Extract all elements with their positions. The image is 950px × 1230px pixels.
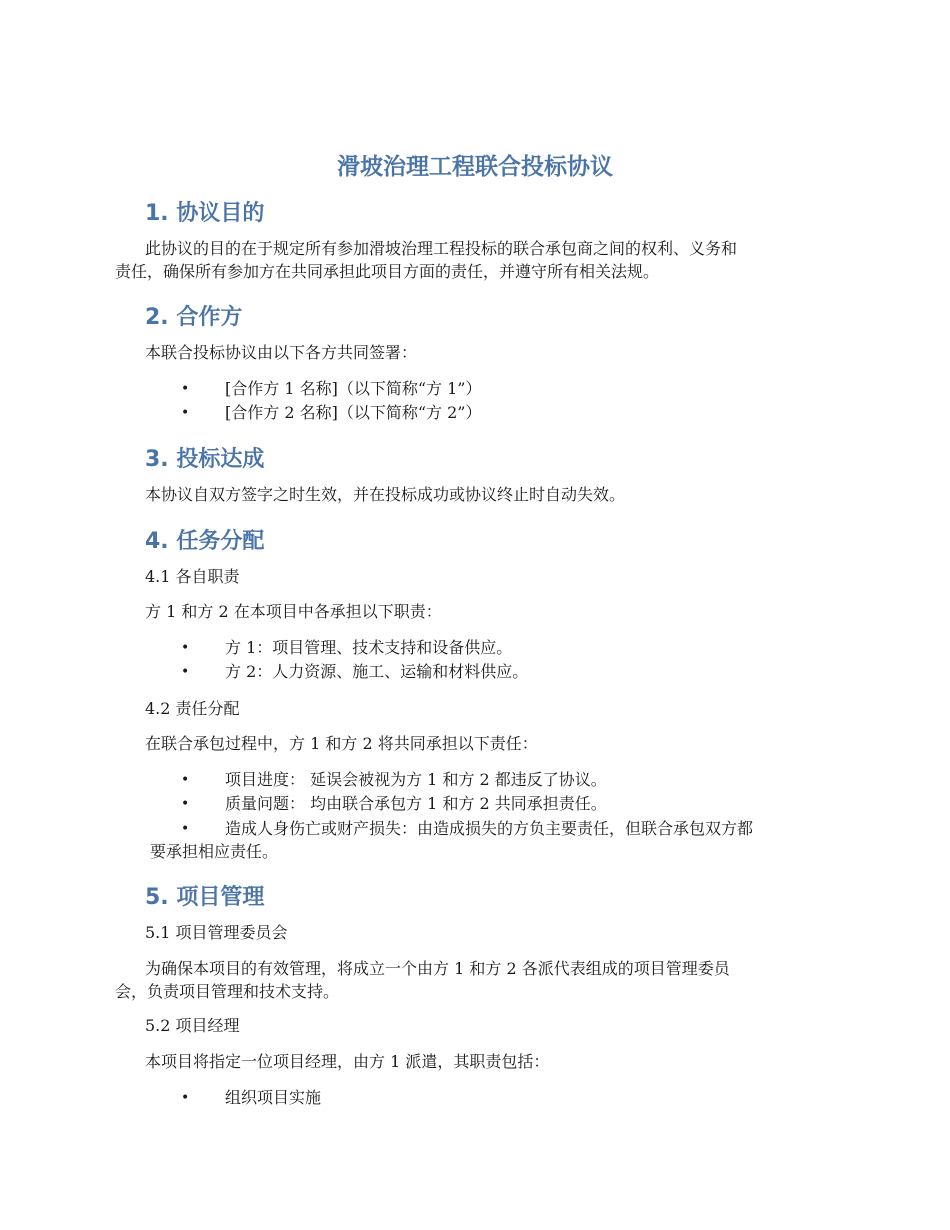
subsection-5-1-title: 5.1 项目管理委员会 — [145, 923, 288, 942]
document-title: 滑坡治理工程联合投标协议 — [337, 154, 613, 180]
list-item-injury-loss: 造成人身伤亡或财产损失：由造成损失的方负主要责任，但联合承包双方都 — [225, 819, 754, 838]
subsection-5-1-paragraph-line-2: 会，负责项目管理和技术支持。 — [115, 982, 340, 1001]
list-bullet: • — [181, 664, 190, 680]
subsection-4-1-title: 4.1 各自职责 — [145, 567, 240, 586]
subsection-5-2-title: 5.2 项目经理 — [145, 1016, 240, 1035]
list-item-injury-loss-continued: 要承担相应责任。 — [150, 842, 279, 861]
list-item-party-1: [合作方 1 名称]（以下简称“方 1”） — [225, 379, 482, 398]
subsection-4-1-intro: 方 1 和方 2 在本项目中各承担以下职责： — [145, 602, 442, 621]
section-1-paragraph-line-2: 责任，确保所有参加方在共同承担此项目方面的责任，并遵守所有相关法规。 — [115, 262, 660, 281]
subsection-4-2-title: 4.2 责任分配 — [145, 699, 240, 718]
list-item-duty-party-2: 方 2：人力资源、施工、运输和材料供应。 — [225, 662, 529, 681]
section-1-heading: 1. 协议目的 — [145, 201, 265, 226]
section-1-paragraph-line-1: 此协议的目的在于规定所有参加滑坡治理工程投标的联合承包商之间的权利、义务和 — [145, 239, 738, 258]
subsection-4-2-intro: 在联合承包过程中，方 1 和方 2 将共同承担以下责任： — [145, 734, 538, 753]
list-item-organize-implementation: 组织项目实施 — [225, 1088, 322, 1107]
list-item-schedule: 项目进度： 延误会被视为方 1 和方 2 都违反了协议。 — [225, 770, 607, 789]
list-bullet: • — [181, 821, 190, 837]
list-bullet: • — [181, 1090, 190, 1106]
section-3-paragraph: 本协议自双方签字之时生效，并在投标成功或协议终止时自动失效。 — [145, 485, 626, 504]
list-bullet: • — [181, 640, 190, 656]
section-2-heading: 2. 合作方 — [145, 305, 243, 330]
subsection-5-1-paragraph-line-1: 为确保本项目的有效管理，将成立一个由方 1 和方 2 各派代表组成的项目管理委员 — [145, 959, 730, 978]
list-item-duty-party-1: 方 1：项目管理、技术支持和设备供应。 — [225, 638, 513, 657]
section-5-heading: 5. 项目管理 — [145, 885, 265, 910]
list-item-quality: 质量问题： 均由联合承包方 1 和方 2 共同承担责任。 — [225, 794, 607, 813]
list-bullet: • — [181, 381, 190, 397]
list-bullet: • — [181, 405, 190, 421]
section-4-heading: 4. 任务分配 — [145, 529, 265, 554]
section-3-heading: 3. 投标达成 — [145, 447, 265, 472]
list-bullet: • — [181, 772, 190, 788]
list-bullet: • — [181, 796, 190, 812]
list-item-party-2: [合作方 2 名称]（以下简称“方 2”） — [225, 403, 482, 422]
section-2-intro: 本联合投标协议由以下各方共同签署： — [145, 343, 418, 362]
subsection-5-2-intro: 本项目将指定一位项目经理，由方 1 派遣，其职责包括： — [145, 1052, 550, 1071]
